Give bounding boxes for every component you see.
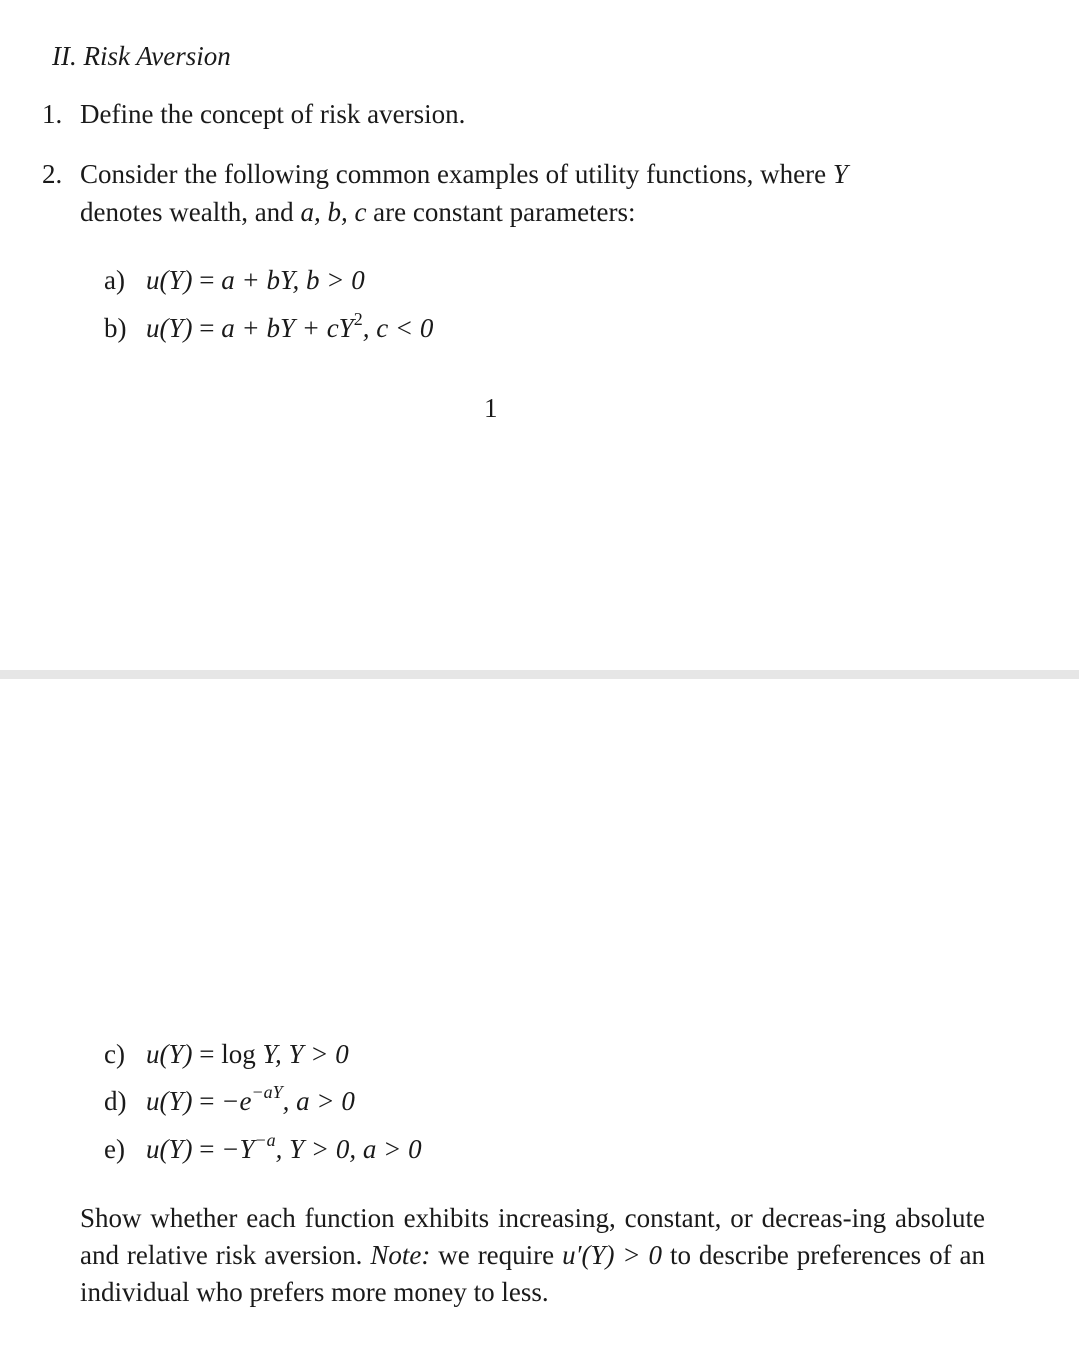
utility-e <box>104 1131 422 1170</box>
question-2-text-b: denotes wealth, and <box>80 197 301 227</box>
utility-c-label: c) <box>104 1039 125 1069</box>
utility-a <box>104 262 365 298</box>
utility-b-label: b) <box>104 313 127 343</box>
question-2-text-a: Consider the following common examples of utility functions, where <box>80 159 833 189</box>
utility-d <box>104 1083 355 1122</box>
utility-b-lhs: u(Y) <box>146 313 193 343</box>
closing-paragraph <box>80 1200 985 1311</box>
utility-e-exponent: −a <box>254 1130 276 1150</box>
page-number: 1 <box>484 393 498 423</box>
utility-d-lhs: u(Y) <box>146 1086 193 1116</box>
utility-d-rhs-pre: −e <box>221 1086 252 1116</box>
utility-e-eq: = <box>192 1134 222 1164</box>
utility-e-lhs: u(Y) <box>146 1134 193 1164</box>
utility-a-eq: = <box>192 265 222 295</box>
utility-b <box>104 310 433 349</box>
utility-c-lhs: u(Y) <box>146 1039 193 1069</box>
utility-c-log: log <box>221 1039 256 1069</box>
closing-text-3: to describe preferences of an individual who prefers more money to less. <box>80 1240 986 1307</box>
page-2 <box>0 679 1079 1357</box>
question-2-line-2 <box>80 194 636 230</box>
page-1 <box>0 0 1079 670</box>
closing-math: u′(Y) > 0 <box>562 1240 663 1270</box>
question-1-number: 1. <box>42 99 63 129</box>
utility-e-label: e) <box>104 1134 125 1164</box>
utility-a-rhs: a + bY, b > 0 <box>221 265 365 295</box>
utility-d-label: d) <box>104 1086 127 1116</box>
utility-e-rhs-pre: −Y <box>221 1134 255 1164</box>
question-2-number: 2. <box>42 159 63 189</box>
question-2-text-c: are constant parameters: <box>366 197 636 227</box>
utility-c-eq: = <box>192 1039 222 1069</box>
utility-b-rhs-pre: a + bY + cY <box>221 313 354 343</box>
section-title: II. Risk Aversion <box>52 41 231 71</box>
closing-text-2: we require <box>430 1240 563 1270</box>
utility-d-exponent: −aY <box>251 1082 283 1102</box>
utility-d-rhs-post: , a > 0 <box>282 1086 355 1116</box>
question-2-var-y: Y <box>832 159 848 189</box>
utility-b-eq: = <box>192 313 222 343</box>
utility-c-rhs: Y, Y > 0 <box>255 1039 349 1069</box>
page-divider <box>0 670 1079 679</box>
question-2-params: a, b, c <box>300 197 367 227</box>
question-2-line-1 <box>42 156 848 192</box>
utility-e-rhs-post: , Y > 0, a > 0 <box>275 1134 422 1164</box>
question-1 <box>42 96 465 132</box>
closing-text-1: Show whether each function exhibits increasing, constant, or decreas-ing absolute and relative risk aversion. <box>80 1203 985 1270</box>
question-1-text: Define the concept of risk aversion. <box>80 99 466 129</box>
utility-d-eq: = <box>192 1086 222 1116</box>
utility-b-rhs-post: , c < 0 <box>362 313 434 343</box>
closing-note-label: Note: <box>370 1240 431 1270</box>
utility-c <box>104 1036 349 1072</box>
utility-b-exponent: 2 <box>353 309 363 329</box>
utility-a-lhs: u(Y) <box>146 265 193 295</box>
utility-a-label: a) <box>104 265 125 295</box>
